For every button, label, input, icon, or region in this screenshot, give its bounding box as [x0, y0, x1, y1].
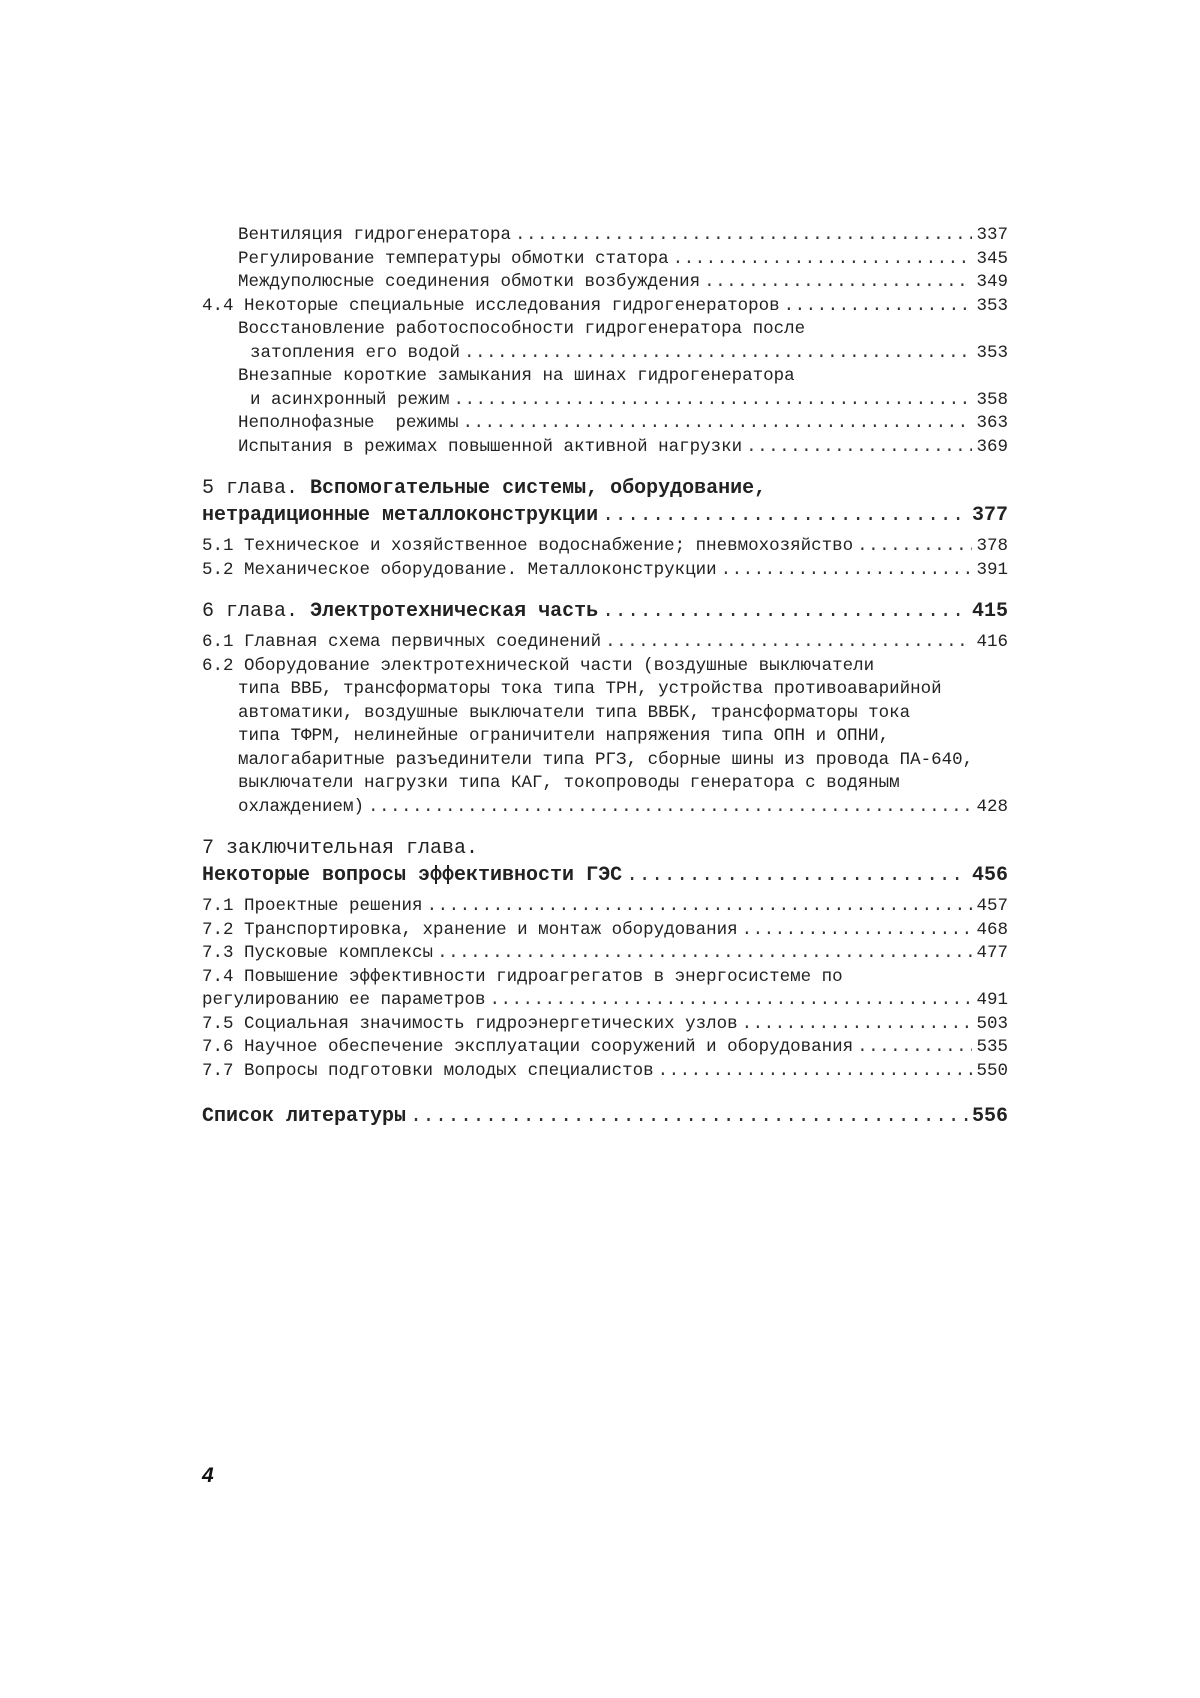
toc-entry-page: 369 [976, 436, 1008, 457]
toc-entry[interactable] [202, 271, 1008, 295]
toc-entry-number: 7.7 [202, 1060, 234, 1081]
references-page: 556 [971, 1105, 1008, 1128]
toc-entry-title: Некоторые специальные исследования гидрогенераторов [244, 295, 780, 316]
toc-entry-page: 391 [976, 559, 1008, 580]
toc-entry-title: Оборудование электротехнической части (воздушные выключатели [244, 655, 875, 676]
toc-entry-page: 349 [976, 272, 1008, 292]
leader-dots [515, 224, 972, 248]
toc-entry[interactable] [202, 248, 1008, 272]
toc-entry[interactable] [202, 1036, 1008, 1060]
toc-entry-page: 535 [976, 1037, 1008, 1057]
toc-entry-title: Главная схема первичных соединений [244, 632, 602, 652]
toc-entry-line: автоматики, воздушные выключатели типа ВВБК, трансформаторы тока [238, 702, 911, 723]
toc-entry[interactable] [202, 919, 1008, 943]
toc-entry-line[interactable] [202, 966, 1008, 990]
toc-entry-page: 378 [976, 536, 1008, 556]
chapter-page: 377 [971, 504, 1008, 527]
toc-chapter-5 [202, 475, 1008, 582]
table-of-contents [202, 224, 1008, 1130]
toc-entry-number: 7.5 [202, 1013, 234, 1034]
toc-entry[interactable] [202, 631, 1008, 655]
toc-entry-page: 345 [976, 248, 1008, 269]
chapter-prefix: 5 глава. [202, 477, 299, 500]
toc-entry-page: 337 [976, 225, 1008, 245]
toc-entry-title: затопления его водой [250, 342, 461, 363]
toc-chapter-7 [202, 835, 1008, 1083]
toc-entry[interactable] [202, 389, 1008, 413]
leader-dots [490, 989, 973, 1013]
toc-entry-number: 5.1 [202, 536, 234, 556]
leader-dots [742, 1013, 973, 1037]
chapter-page: 456 [971, 864, 1008, 887]
toc-entry[interactable] [202, 224, 1008, 248]
toc-entry[interactable] [202, 796, 1008, 820]
toc-entry-number: 7.3 [202, 943, 234, 963]
toc-entry[interactable] [202, 342, 1008, 366]
leader-dots [784, 295, 973, 319]
toc-entry-number: 7.6 [202, 1037, 234, 1057]
chapter-heading-line[interactable] [202, 1103, 1008, 1130]
toc-entry-title: Неполнофазные режимы [238, 413, 459, 433]
toc-entry-number: 6.2 [202, 655, 234, 676]
toc-entry-title: Механическое оборудование. Металлоконструкции [244, 559, 717, 580]
toc-entry[interactable] [202, 436, 1008, 460]
toc-entry[interactable] [202, 942, 1008, 966]
toc-entry-line: малогабаритные разъединители типа РГЗ, сборные шины из провода ПА-640, [238, 749, 974, 770]
chapter-heading-line[interactable] [202, 598, 1008, 625]
toc-entry-page: 491 [976, 990, 1008, 1010]
toc-entry[interactable] [202, 412, 1008, 436]
toc-entry-page: 468 [976, 919, 1008, 940]
toc-entry-line: Внезапные короткие замыкания на шинах гидрогенератора [238, 366, 795, 386]
toc-entry-number: 7.1 [202, 896, 234, 916]
leader-dots [742, 919, 973, 943]
toc-entry-title: Транспортировка, хранение и монтаж оборудования [244, 919, 738, 940]
leader-dots [602, 598, 968, 625]
chapter-heading-line[interactable] [202, 475, 1008, 502]
toc-entry-page: 550 [976, 1060, 1008, 1081]
toc-entry-line: выключатели нагрузки типа КАГ, токопроводы генератора с водяным [238, 773, 900, 793]
toc-entry[interactable] [202, 559, 1008, 583]
toc-entry-title: охлаждением) [238, 796, 365, 817]
toc-entry-page: 477 [976, 943, 1008, 963]
toc-entry-title: Вентиляция гидрогенератора [238, 225, 512, 245]
leader-dots [721, 559, 973, 583]
toc-entry-title: Регулирование температуры обмотки статора [238, 248, 669, 269]
leader-dots [857, 1036, 972, 1060]
toc-entry-number: 4.4 [202, 295, 234, 316]
toc-entry-title: Испытания в режимах повышенной активной нагрузки [238, 436, 743, 457]
toc-entry-page: 358 [976, 389, 1008, 410]
toc-entry-title: Социальная значимость гидроэнергетических узлов [244, 1013, 738, 1034]
chapter-prefix: 7 заключительная глава. [202, 837, 479, 860]
toc-entry-title: Техническое и хозяйственное водоснабжение; пневмохозяйство [244, 536, 854, 556]
toc-entry-title: Научное обеспечение эксплуатации сооружений и оборудования [244, 1037, 854, 1057]
leader-dots [464, 342, 972, 366]
toc-entry-page: 428 [976, 796, 1008, 817]
toc-entry-page: 353 [976, 295, 1008, 316]
leader-dots [626, 862, 968, 889]
leader-dots [857, 535, 972, 559]
page-number: 4 [202, 1464, 214, 1487]
leader-dots [605, 631, 972, 655]
chapter-title: Вспомогательные системы, оборудование, [310, 477, 767, 500]
toc-entry[interactable] [202, 535, 1008, 559]
chapter-page: 415 [971, 600, 1008, 623]
toc-entry-line: типа ТФРМ, нелинейные ограничители напряжения типа ОПН и ОПНИ, [238, 726, 890, 746]
toc-entry-number: 7.4 [202, 966, 234, 987]
toc-entry-page: 363 [976, 413, 1008, 433]
toc-entry-title: регулированию ее параметров [202, 990, 486, 1010]
leader-dots [463, 412, 973, 436]
leader-dots [602, 502, 968, 529]
toc-chapter-6 [202, 598, 1008, 819]
toc-entry[interactable] [202, 989, 1008, 1013]
toc-entry-page: 416 [976, 632, 1008, 652]
toc-entry-line: типа ВВБ, трансформаторы тока типа ТРН, устройства противоаварийной [238, 679, 942, 699]
toc-entry-title: Вопросы подготовки молодых специалистов [244, 1060, 654, 1081]
toc-entry-line: Восстановление работоспособности гидрогенератора после [238, 319, 806, 339]
toc-entry-page: 353 [976, 342, 1008, 363]
toc-entry-page: 457 [976, 896, 1008, 916]
toc-references [202, 1103, 1008, 1130]
chapter-prefix: 6 глава. [202, 600, 299, 623]
toc-entry-title: Пусковые комплексы [244, 943, 434, 963]
toc-entry-number: 5.2 [202, 559, 234, 580]
references-title: Список литературы [202, 1105, 407, 1128]
toc-entry[interactable] [202, 1013, 1008, 1037]
toc-section-4-4[interactable] [202, 295, 1008, 319]
leader-dots [658, 1060, 973, 1084]
chapter-title: Некоторые вопросы эффективности ГЭС [202, 864, 623, 887]
toc-entry-number: 6.1 [202, 632, 234, 652]
leader-dots [410, 1103, 968, 1130]
leader-dots [427, 895, 973, 919]
leader-dots [437, 942, 972, 966]
toc-entry-number: 7.2 [202, 919, 234, 940]
leader-dots [454, 389, 973, 413]
chapter-heading-line[interactable] [202, 502, 1008, 529]
toc-entry-title: Проектные решения [244, 896, 423, 916]
toc-entry[interactable] [202, 1060, 1008, 1084]
toc-entry-title: Междуполюсные соединения обмотки возбуждения [238, 272, 701, 292]
toc-entry-title: Повышение эффективности гидроагрегатов в энергосистеме по [244, 966, 843, 987]
leader-dots [704, 271, 972, 295]
chapter-title: Электротехническая часть [310, 600, 599, 623]
chapter-title: нетрадиционные металлоконструкции [202, 504, 599, 527]
leader-dots [746, 436, 972, 460]
leader-dots [673, 248, 973, 272]
toc-entry[interactable] [202, 895, 1008, 919]
leader-dots [368, 796, 972, 820]
toc-entry-title: и асинхронный режим [250, 389, 450, 410]
chapter-heading-line[interactable] [202, 862, 1008, 889]
toc-entry-page: 503 [976, 1013, 1008, 1034]
toc-entry-line[interactable] [202, 655, 1008, 679]
